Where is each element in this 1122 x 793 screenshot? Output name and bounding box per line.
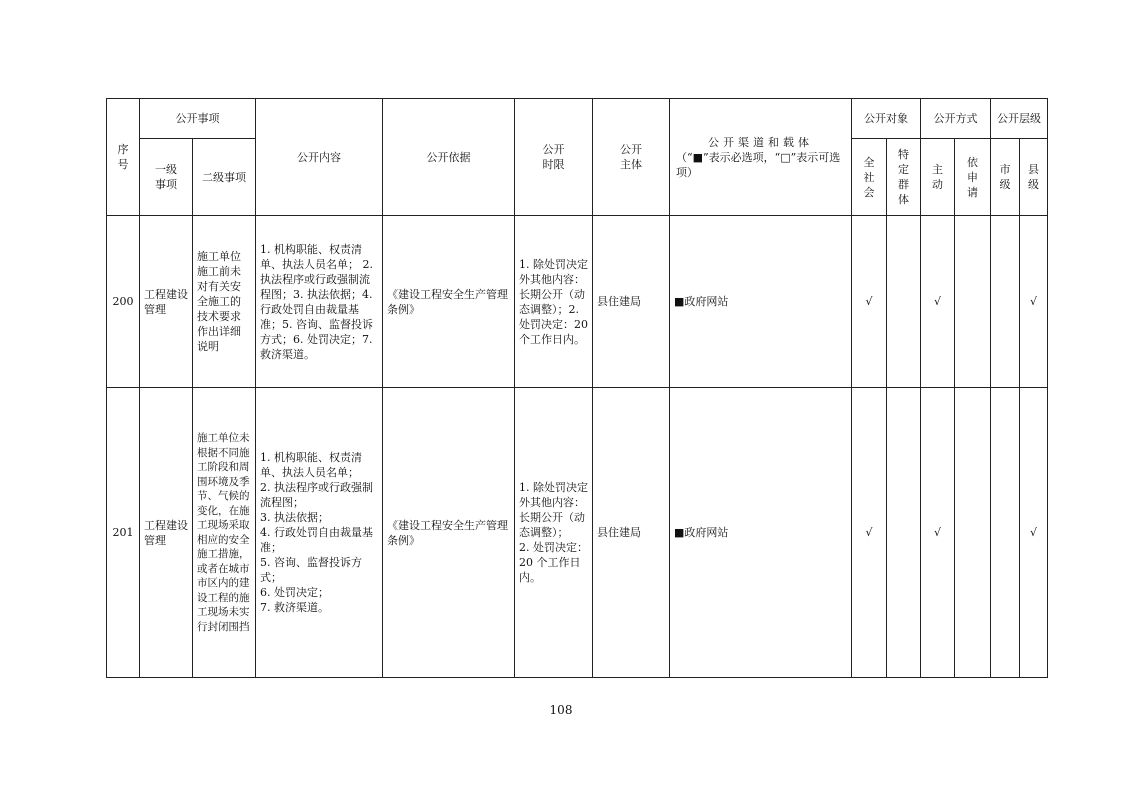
header-level-city: 市级 [991, 139, 1020, 216]
row-level2: 施工单位未根据不同施工阶段和周围环境及季节、气候的变化，在施工现场采取相应的安全施工措施，或者在城市市区内的建设工程的施工现场未实行封闭围挡 [193, 388, 256, 678]
header-subject: 公开主体 [593, 99, 670, 216]
row-content: 1. 机构职能、权责清单、执法人员名单； 2. 执法程序或行政强制流程图；3. 执法依据；4. 行政处罚自由裁量基准；5. 咨询、监督投诉方式；6. 处罚决定；7. 救济渠道。 [256, 216, 383, 388]
row-method-active: √ [921, 216, 955, 388]
row-seq: 201 [107, 388, 140, 678]
row-target-all: √ [852, 216, 887, 388]
header-method-apply: 依申请 [955, 139, 991, 216]
row-time-limit: 1. 除处罚决定外其他内容：长期公开（动态调整）；2. 处罚决定：20 个工作日内。 [515, 216, 593, 388]
header-level1: 一级事项 [140, 139, 193, 216]
row-time-limit: 1. 除处罚决定外其他内容：长期公开（动态调整）； 2. 处罚决定：20 个工作日内。 [515, 388, 593, 678]
header-level2: 二级事项 [193, 139, 256, 216]
row-level-city [991, 216, 1020, 388]
header-level-county: 县级 [1020, 139, 1048, 216]
header-content: 公开内容 [256, 99, 383, 216]
row-basis: 《建设工程安全生产管理条例》 [383, 216, 515, 388]
row-level2: 施工单位施工前未对有关安全施工的技术要求作出详细说明 [193, 216, 256, 388]
row-level1: 工程建设管理 [140, 216, 193, 388]
row-target-group [887, 388, 921, 678]
header-item: 公开事项 [140, 99, 256, 139]
row-method-active: √ [921, 388, 955, 678]
header-target-all: 全社会 [852, 139, 887, 216]
header-method-active: 主动 [921, 139, 955, 216]
row-method-apply [955, 388, 991, 678]
header-level: 公开层级 [991, 99, 1048, 139]
header-target-group: 特定群体 [887, 139, 921, 216]
header-seq: 序号 [107, 99, 140, 216]
header-channel-note: （“■”表示必选项，“□”表示可选项） [676, 150, 841, 179]
row-subject: 县住建局 [593, 216, 670, 388]
row-channel: ■政府网站 [670, 388, 852, 678]
row-level-city [991, 388, 1020, 678]
row-level-county: √ [1020, 388, 1048, 678]
row-content: 1. 机构职能、权责清单、执法人员名单； 2. 执法程序或行政强制流程图； 3. 执法依据； 4. 行政处罚自由裁量基准； 5. 咨询、监督投诉方式； 6. 处罚决定； 7. 救济渠道。 [256, 388, 383, 678]
row-level-county: √ [1020, 216, 1048, 388]
row-basis: 《建设工程安全生产管理条例》 [383, 388, 515, 678]
header-row-1 [107, 99, 1048, 139]
disclosure-table [106, 98, 1048, 678]
header-target: 公开对象 [852, 99, 921, 139]
row-method-apply [955, 216, 991, 388]
row-channel: ■政府网站 [670, 216, 852, 388]
header-method: 公开方式 [921, 99, 991, 139]
table-row [107, 388, 1048, 678]
page-number: 108 [549, 703, 573, 717]
header-channel [670, 99, 852, 216]
header-basis: 公开依据 [383, 99, 515, 216]
row-seq: 200 [107, 216, 140, 388]
row-target-group [887, 216, 921, 388]
header-time-limit: 公开时限 [515, 99, 593, 216]
header-channel-title: 公开渠道和载体 [708, 135, 813, 149]
table-row [107, 216, 1048, 388]
row-subject: 县住建局 [593, 388, 670, 678]
row-level1: 工程建设管理 [140, 388, 193, 678]
row-target-all: √ [852, 388, 887, 678]
